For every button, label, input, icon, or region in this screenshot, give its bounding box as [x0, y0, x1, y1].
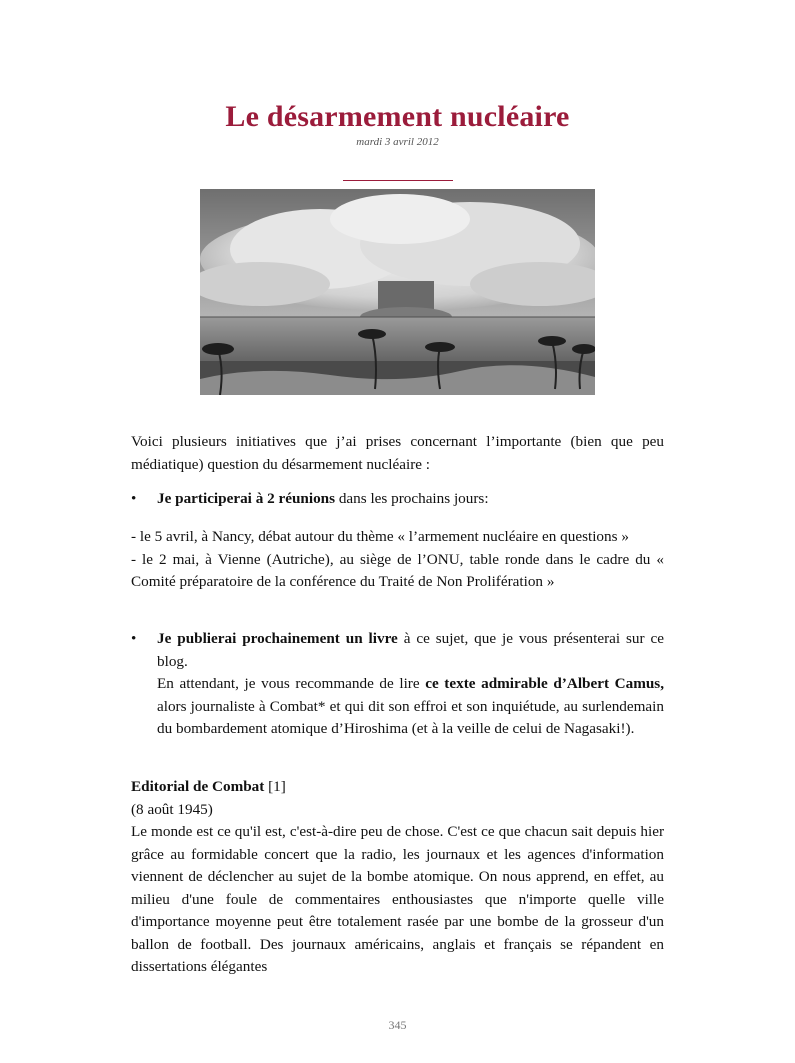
bullet-item — [131, 628, 664, 741]
post-date: mardi 3 avril 2012 — [356, 136, 439, 148]
photo-illustration — [200, 189, 595, 395]
bullet-text: dans les prochains jours: — [335, 490, 489, 507]
editorial-heading — [131, 776, 664, 799]
intro-text: Voici plusieurs initiatives que j’ai prises concernant l’importante (bien que peu médiatique) question du désarmement nucléaire : — [131, 433, 664, 473]
title-divider — [343, 180, 453, 181]
recommendation-text: En attendant, je vous recommande de lire — [157, 675, 426, 692]
bullet-marker: • — [131, 490, 137, 507]
footnote-ref: [1] — [264, 778, 286, 795]
recommendation-bold-text: ce texte admirable d’Albert Camus, — [425, 675, 665, 692]
editorial-date: (8 août 1945) — [131, 800, 213, 818]
editorial-title: Editorial de Combat — [131, 778, 265, 795]
page-title: Le désarmement nucléaire — [225, 100, 570, 133]
intro-paragraph — [131, 431, 664, 476]
page-number: 345 — [388, 1018, 407, 1032]
meetings-list — [131, 526, 664, 594]
bullet-meetings — [131, 488, 664, 511]
nuclear-mushroom-cloud-photo — [200, 189, 595, 395]
bullet-marker: • — [131, 630, 137, 647]
editorial-section — [131, 776, 664, 979]
recommendation-paragraph — [157, 673, 664, 741]
bullet-bold-text: Je participerai à 2 réunions — [157, 490, 336, 507]
editorial-body: Le monde est ce qu'il est, c'est-à-dire peu de chose. C'est ce que chacun sait depuis hier grâce au formidable concert que la radio, les journaux et les agences d'information viennent de déclencher au sujet de la bombe atomique. On nous apprend, en effet, au milieu d'une foule de commentaires enthousiastes que n'importe quelle ville d'importance moyenne peut être totalement rasée par une bombe de la grosseur d'un ballon de football. Des journaux américains, anglais et français se répandent en dissertations élégantes — [131, 823, 664, 975]
bullet-item — [131, 488, 664, 511]
recommendation-text-continued: alors journaliste à Combat* et qui dit son effroi et son inquiétude, au surlendemain du bombardement atomique d’Hiroshima (et à la veille de celui de Nagasaki!). — [157, 697, 664, 737]
meeting-item: - le 5 avril, à Nancy, débat autour du thème « l’armement nucléaire en questions » — [131, 528, 629, 545]
bullet-bold-text: Je publierai prochainement un livre — [157, 630, 398, 647]
bullet-text: à ce sujet, que je vous présenterai sur ce blog. — [157, 630, 664, 670]
meeting-item: - le 2 mai, à Vienne (Autriche), au siège de l’ONU, table ronde dans le cadre du « Comité préparatoire de la conférence du Traité de Non Prolifération » — [131, 550, 664, 590]
bullet-book — [131, 628, 664, 741]
